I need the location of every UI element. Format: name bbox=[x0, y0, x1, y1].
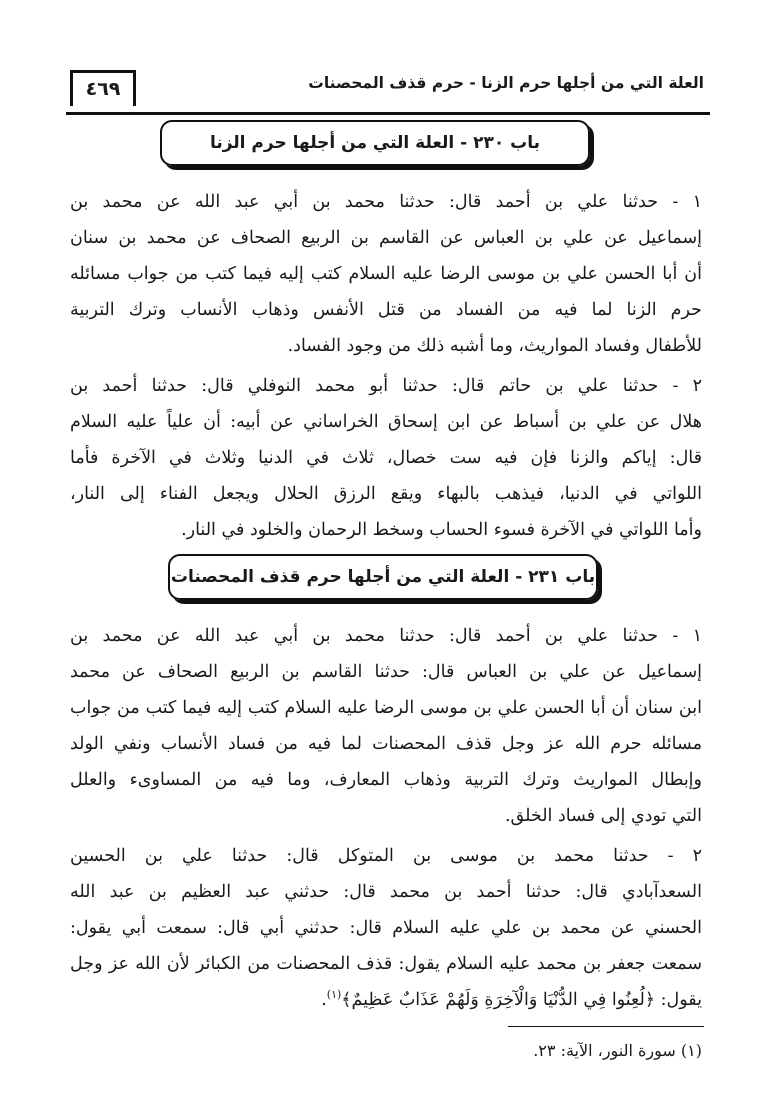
text-line: أن أبا الحسن علي بن موسى الرضا عليه السلام كتب إليه فيما كتب من جواب مسائله bbox=[70, 264, 702, 284]
text-line: ١ - حدثنا علي بن أحمد قال: حدثنا محمد بن أبي عبد الله عن محمد بن bbox=[70, 626, 702, 646]
page-number: ٤٦٩ bbox=[70, 70, 136, 106]
paragraph-3 bbox=[70, 618, 702, 834]
footnote: (١) سورة النور، الآية: ٢٣. bbox=[533, 1041, 702, 1060]
text-line: وإبطال المواريث وترك التربية وذهاب المعارف، وما فيه من المساوىء والعلل bbox=[70, 770, 702, 790]
footnote-marker[interactable]: (١) bbox=[326, 988, 342, 1002]
text-line: ابن سنان أن أبا الحسن علي بن موسى الرضا عليه السلام كتب إليه فيما كتب من جواب bbox=[70, 698, 702, 718]
text-line: إسماعيل عن علي بن العباس قال: حدثنا القاسم بن الربيع الصحاف عن محمد bbox=[70, 662, 702, 682]
text-line: للأطفال وفساد المواريث، وما أشبه ذلك من وجود الفساد. bbox=[287, 336, 702, 356]
text-line: ٢ - حدثنا محمد بن موسى بن المتوكل قال: حدثنا علي بن الحسين bbox=[70, 846, 702, 866]
text-line: حرم الزنا لما فيه من الفساد من قتل الأنفس وذهاب الأنساب وترك التربية bbox=[70, 300, 702, 320]
text-line: السعدآبادي قال: حدثنا أحمد بن محمد قال: حدثني عبد العظيم بن عبد الله bbox=[70, 882, 702, 902]
paragraph-4 bbox=[70, 838, 702, 1018]
paragraph-2 bbox=[70, 368, 702, 548]
running-title: العلة التي من أجلها حرم الزنا - حرم قذف المحصنات bbox=[308, 74, 704, 92]
text-line: ٢ - حدثنا علي بن حاتم قال: حدثنا أبو محمد النوفلي قال: حدثنا أحمد بن bbox=[70, 376, 702, 396]
running-header bbox=[66, 66, 710, 115]
text-line: اللواتي في الدنيا، فيذهب بالبهاء ويقع الرزق الحلال ويجعل الفناء إلى النار، bbox=[70, 484, 702, 504]
text-line: إسماعيل عن علي بن العباس عن القاسم بن الربيع الصحاف عن محمد بن سنان bbox=[70, 228, 702, 248]
chapter-heading-231: باب ٢٣١ - العلة التي من أجلها حرم قذف المحصنات bbox=[168, 554, 598, 600]
text-line: ١ - حدثنا علي بن أحمد قال: حدثنا محمد بن أبي عبد الله عن محمد بن bbox=[70, 192, 702, 212]
full-stop: . bbox=[321, 990, 327, 1010]
text-line: مسائله حرم الله عز وجل قذف المحصنات لما فيه من فساد الأنساب ونفي الولد bbox=[70, 734, 702, 754]
text-line: سمعت جعفر بن محمد عليه السلام يقول: قذف المحصنات من الكبائر لأن الله عز وجل bbox=[70, 954, 702, 974]
text-line: قال: إياكم والزنا فإن فيه ست خصال، ثلاث في الدنيا وثلاث في الآخرة فأما bbox=[70, 448, 702, 468]
text-line-quran bbox=[70, 982, 702, 1018]
footnote-divider bbox=[508, 1026, 704, 1027]
text-line: التي تودي إلى فساد الخلق. bbox=[504, 806, 702, 826]
text-line: وأما اللواتي في الآخرة فسوء الحساب وسخط الرحمان والخلود في النار. bbox=[181, 520, 702, 540]
text-line: الحسني عن محمد بن علي عليه السلام قال: حدثني أبي قال: سمعت أبي يقول: bbox=[70, 918, 702, 938]
paragraph-1 bbox=[70, 184, 702, 364]
text-line: هلال عن علي بن أسباط عن ابن إسحاق الخراساني عن أبيه: أن علياً عليه السلام bbox=[70, 412, 702, 432]
chapter-heading-230: باب ٢٣٠ - العلة التي من أجلها حرم الزنا bbox=[160, 120, 590, 166]
quran-quote: يقول: ﴿لُعِنُوا فِي الدُّنْيَا وَالْآخِرَةِ وَلَهُمْ عَذَابٌ عَظِيمٌ﴾ bbox=[341, 990, 702, 1010]
